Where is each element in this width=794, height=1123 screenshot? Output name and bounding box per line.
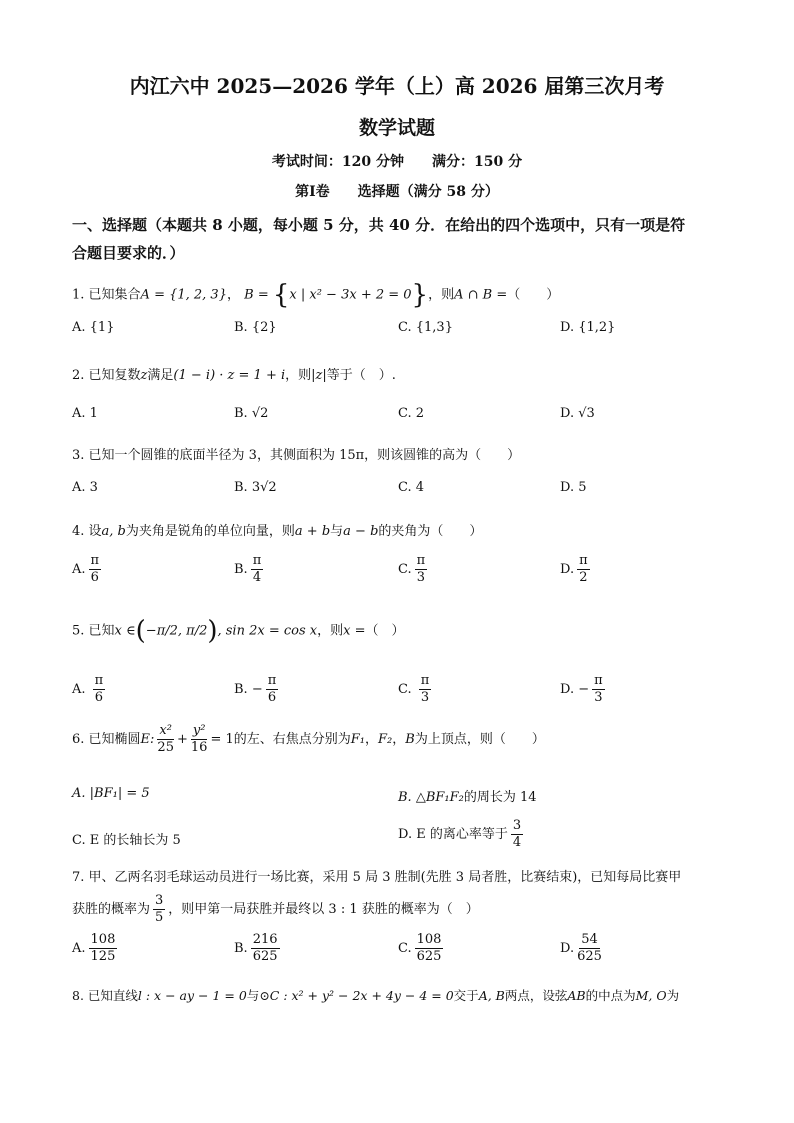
q4-option-c[interactable] [398, 553, 430, 586]
q5-den-d: 3 [594, 690, 603, 705]
q1-comma: ， [226, 287, 240, 303]
q8-text-6: 为 [666, 988, 680, 1003]
q1-brace-right: } [411, 280, 429, 310]
q5-label-d: D. [560, 682, 575, 697]
q7-num-b: 216 [252, 932, 278, 947]
q8-text-5: 的中点为 [585, 988, 636, 1003]
q6-option-b-post: 的周长为 14 [463, 790, 537, 805]
q5-text-3: ，则 [317, 623, 344, 639]
q8-ab: A, B [478, 988, 505, 1003]
question-1 [72, 282, 559, 308]
q1-text-1: 1. 已知集合 [72, 287, 141, 303]
q4-label-b: B. [234, 562, 248, 577]
q5-label-a: A. [72, 682, 86, 697]
q1-text-3: （ ） [507, 287, 560, 303]
q4-frac-d [577, 553, 590, 586]
q6-f2: F₂ [378, 732, 393, 747]
q7-frac-c [415, 932, 444, 965]
exam-info: 考试时间：120 分钟 满分：150 分 [271, 154, 523, 170]
q1-option-d[interactable]: D. {1,2} [560, 320, 616, 335]
q8-text-3: 交于 [453, 988, 479, 1003]
q8-ab-chord: AB [567, 988, 586, 1003]
q2-text-2: 满足 [147, 368, 174, 383]
q7-den-d: 625 [577, 949, 602, 964]
q4-num-b: π [252, 553, 262, 568]
q5-text-4: （ ） [365, 623, 405, 639]
q5-interval: −π/2, π/2 [145, 623, 208, 639]
q5-frac-a [93, 673, 106, 706]
q4-vectors: a, b [101, 524, 126, 539]
q7-num-c: 108 [416, 932, 442, 947]
question-2 [72, 364, 396, 383]
q3-option-a[interactable]: A. 3 [72, 480, 98, 495]
q5-den-a: 6 [94, 690, 104, 705]
q6-f1: F₁ [350, 732, 365, 747]
q7-option-b[interactable] [234, 932, 283, 965]
q7-den-a: 125 [90, 949, 116, 964]
q5-equation: , sin 2x = cos x [217, 623, 318, 639]
q6-d-num: 3 [512, 818, 522, 833]
q1-brace-left: { [272, 280, 290, 310]
q5-x-in: x ∈ [114, 623, 136, 639]
q5-num-b: π [267, 673, 277, 688]
q7-option-c[interactable] [398, 932, 446, 965]
q7-option-d[interactable] [560, 932, 605, 965]
q5-num-c: π [420, 673, 430, 688]
q8-circle: ⊙C : x² + y² − 2x + 4y − 4 = 0 [259, 988, 454, 1003]
q6-num-x: x² [159, 723, 172, 738]
q6-option-c[interactable]: C. E 的长轴长为 5 [72, 833, 181, 848]
q4-frac-b [251, 553, 264, 586]
q6-option-b-pre: B. △BF₁F₂ [398, 790, 464, 805]
q5-frac-d [592, 673, 605, 706]
q6-d-den: 4 [512, 835, 522, 850]
q5-option-b[interactable] [234, 673, 281, 706]
question-7-line1: 7. 甲、乙两名羽毛球运动员进行一场比赛，采用 5 局 3 胜制(先胜 3 局者胜，比赛结束)，已知每局比赛甲 [72, 870, 682, 885]
q2-text-4: 等于（ ）. [326, 368, 396, 383]
q4-den-d: 2 [579, 570, 588, 585]
q4-option-d[interactable] [560, 553, 593, 586]
q5-x-eq: x = [343, 623, 366, 639]
q5-text-1: 5. 已知 [72, 623, 115, 639]
q1-expr: A ∩ B = [454, 287, 508, 303]
q4-option-a[interactable] [72, 553, 104, 586]
q4-den-c: 3 [416, 570, 426, 585]
q3-option-b[interactable]: B. 3√2 [234, 480, 277, 495]
q4-frac-c [415, 553, 428, 586]
question-3: 3. 已知一个圆锥的底面半径为 3，其侧面积为 15π，则该圆锥的高为（ ） [72, 448, 521, 463]
q4-num-c: π [416, 553, 426, 568]
q2-text-3: ，则 [285, 368, 312, 383]
section-heading-line1: 一、选择题（本题共 8 小题，每小题 5 分，共 40 分．在给出的四个选项中，只有一项是符 [72, 216, 686, 234]
q2-text-1: 2. 已知复数 [72, 368, 141, 383]
q4-text-4: 的夹角为（ ） [378, 524, 483, 539]
q6-num-y: y² [192, 723, 206, 738]
q4-text-3: 与 [330, 524, 344, 539]
q6-text-3: ， [392, 732, 406, 747]
q5-label-b: B. [234, 682, 248, 697]
q7-label-b: B. [234, 941, 248, 956]
q5-den-c: 3 [420, 690, 430, 705]
q7-num-d: 54 [581, 932, 598, 947]
q6-text-1: 6. 已知椭圆 [72, 732, 141, 747]
q7-option-a[interactable] [72, 932, 120, 965]
q5-paren-left: ( [135, 616, 146, 646]
q5-den-b: 6 [267, 690, 277, 705]
q2-option-b[interactable]: B. √2 [234, 406, 269, 421]
q6-b: B [405, 732, 415, 747]
q7-label-a: A. [72, 941, 86, 956]
q4-num-d: π [579, 553, 588, 568]
q5-num-d: π [594, 673, 603, 688]
q2-option-a[interactable]: A. 1 [72, 406, 98, 421]
q4-label-d: D. [560, 562, 575, 577]
q5-option-d[interactable] [560, 673, 608, 706]
q1-option-a[interactable]: A. {1} [72, 320, 115, 335]
section-heading-line2: 合题目要求的．） [72, 244, 185, 262]
q2-option-d[interactable]: D. √3 [560, 406, 595, 421]
q1-set-a: A = {1, 2, 3} [140, 287, 227, 303]
page-title: 内江六中 2025—2026 学年（上）高 2026 届第三次月考 [129, 74, 665, 98]
q7-frac-a [89, 932, 118, 965]
q4-diff: a − b [343, 524, 379, 539]
q4-den-b: 4 [252, 570, 262, 585]
q6-option-b[interactable] [398, 786, 537, 805]
q2-abs: |z| [311, 368, 327, 383]
q3-option-d[interactable]: D. 5 [560, 480, 587, 495]
q6-frac-y [191, 723, 208, 756]
q4-frac-a [89, 553, 102, 586]
q7-post: ，则甲第一局获胜并最终以 3 : 1 获胜的概率为（ ） [168, 902, 479, 917]
q5-sign-d: − [578, 682, 590, 697]
q4-sum: a + b [294, 524, 331, 539]
q5-label-c: C. [398, 682, 412, 697]
q6-frac-x [157, 723, 174, 756]
q2-z: z [140, 368, 148, 383]
question-4 [72, 520, 482, 539]
q6-text-2: 的左、右焦点分别为 [233, 732, 351, 747]
q8-line: l : x − ay − 1 = 0 [137, 988, 247, 1003]
q6-den-x: 25 [157, 740, 174, 755]
q5-paren-right: ) [207, 616, 218, 646]
q7-prob-frac [153, 893, 165, 926]
q7-label-c: C. [398, 941, 412, 956]
q1-option-c[interactable]: C. {1,3} [398, 320, 453, 335]
q6-comma: ， [364, 732, 378, 747]
q7-label-d: D. [560, 941, 575, 956]
q5-sign-b: − [251, 682, 263, 697]
q6-option-d[interactable] [398, 818, 526, 851]
q8-text-2: 与 [246, 988, 260, 1003]
q7-den-b: 625 [252, 949, 278, 964]
q7-num-a: 108 [90, 932, 116, 947]
q4-label-a: A. [72, 562, 86, 577]
q8-mo: M, O [635, 988, 667, 1003]
q5-option-a[interactable] [72, 673, 108, 706]
q4-option-b[interactable] [234, 553, 266, 586]
q6-option-a[interactable]: A. |BF₁| = 5 [72, 786, 150, 801]
q1-option-b[interactable]: B. {2} [234, 320, 277, 335]
q6-eq: = 1 [210, 732, 234, 747]
q4-num-a: π [90, 553, 100, 568]
q5-num-a: π [94, 673, 104, 688]
q1-set-b-prefix: B = [244, 287, 273, 303]
q6-e: E: [140, 732, 155, 747]
q5-frac-b [266, 673, 279, 706]
q7-prob-num: 3 [155, 893, 164, 908]
q7-frac-d [577, 932, 602, 965]
q7-prob-den: 5 [155, 910, 164, 925]
question-7-line2 [72, 893, 479, 926]
q3-option-c[interactable]: C. 4 [398, 480, 425, 495]
q8-text-1: 8. 已知直线 [72, 988, 138, 1003]
part-heading: 第Ⅰ卷 选择题（满分 58 分） [295, 184, 499, 200]
q4-text-2: 为夹角是锐角的单位向量，则 [125, 524, 295, 539]
q1-set-b-body: x | x² − 3x + 2 = 0 [289, 287, 412, 303]
q7-pre: 获胜的概率为 [72, 902, 151, 917]
q6-den-y: 16 [190, 740, 208, 755]
q7-frac-b [251, 932, 280, 965]
q1-text-2: ，则 [428, 287, 455, 303]
q2-equation: (1 − i) · z = 1 + i [173, 368, 286, 383]
q6-option-d-pre: D. E 的离心率等于 [398, 827, 508, 842]
q6-plus: + [176, 732, 188, 747]
q6-text-4: 为上顶点，则（ ） [414, 732, 545, 747]
q4-den-a: 6 [90, 570, 99, 585]
question-5 [72, 618, 405, 644]
q5-frac-c [419, 673, 432, 706]
q4-text-1: 4. 设 [72, 524, 102, 539]
q4-label-c: C. [398, 562, 412, 577]
question-8 [72, 986, 679, 1004]
q6-option-d-frac [511, 818, 523, 851]
q5-option-c[interactable] [398, 673, 434, 706]
q7-den-c: 625 [416, 949, 442, 964]
question-6 [72, 723, 545, 756]
q8-text-4: 两点，设弦 [504, 988, 568, 1003]
subject-title: 数学试题 [358, 117, 435, 139]
q2-option-c[interactable]: C. 2 [398, 406, 425, 421]
